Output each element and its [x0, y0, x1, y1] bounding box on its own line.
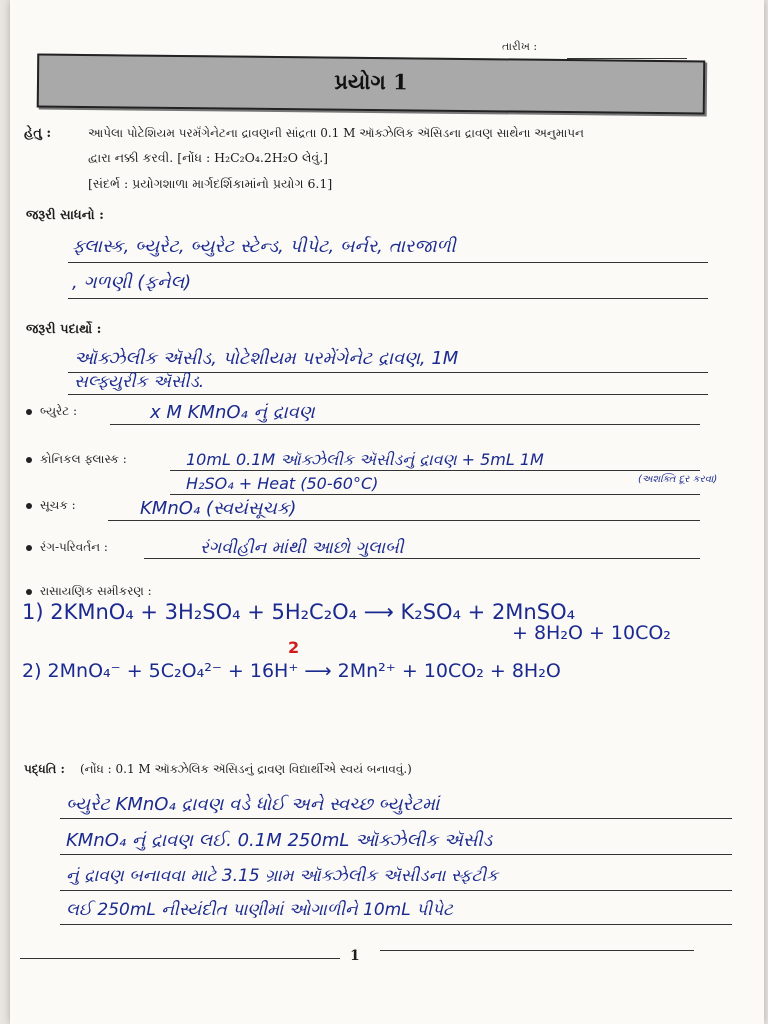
color-change-value: રંગવીહીન માંથી આછો ગુલાબી	[200, 538, 404, 558]
method-line-3: નું દ્રાવણ બનાવવા માટે 3.15 ગ્રામ ઑક્ઝેલીક ઍસીડના સ્ફટીક	[66, 866, 499, 886]
page-number: 1	[350, 948, 360, 964]
equation-correction-mark: 2	[288, 638, 300, 657]
indicator-label: સૂચક :	[26, 498, 76, 513]
method-label: પદ્ધતિ :	[24, 762, 65, 776]
apparatus-line-1: ફ્લાસ્ક, બ્યુરેટ, બ્યુરેટ સ્ટેન્ડ, પીપેટ, બર્નર, તારજાળી	[72, 236, 456, 257]
burette-label: બ્યુરેટ :	[26, 404, 77, 419]
flask-label: કોનિકલ ફ્લાસ્ક :	[26, 452, 127, 467]
flask-rule-1	[170, 470, 700, 471]
apparatus-label: જરૂરી સાધનો :	[26, 208, 104, 223]
method-line-4: લઈ 250mL નીસ્યંદીત પાણીમાં ઓગાળીને 10mL પીપેટ	[66, 900, 453, 920]
method-rule-3	[60, 890, 732, 891]
footer-rule-left	[20, 958, 340, 959]
apparatus-rule-1	[68, 262, 708, 263]
flask-value-line-1: 10mL 0.1M ઑક્ઝેલીક ઍસીડનું દ્રાવણ + 5mL 1M	[186, 450, 544, 469]
aim-label: હેતુ :	[24, 126, 52, 141]
method-rule-4	[60, 924, 732, 925]
method-line-1: બ્યુરેટ KMnO₄ દ્રાવણ વડે ધોઈ અને સ્વચ્છ બ્યુરેટમાં	[66, 794, 440, 815]
apparatus-rule-2	[68, 298, 708, 299]
equation-1-line-2: + 8H₂O + 10CO₂	[512, 622, 671, 644]
flask-rule-2	[170, 494, 700, 495]
title-banner	[37, 54, 706, 115]
equation-1-line-1: 1) 2KMnO₄ + 3H₂SO₄ + 5H₂C₂O₄ ⟶ K₂SO₄ + 2MnSO₄	[22, 600, 576, 624]
color-change-rule	[144, 558, 700, 559]
materials-line-2: સલ્ફ્યુરીક ઍસીડ.	[74, 372, 205, 392]
burette-rule	[110, 424, 700, 425]
materials-line-1: ઑક્ઝેલીક ઍસીડ, પોટેશીયમ પરમેંગેનેટ દ્રાવણ, 1M	[74, 348, 459, 369]
aim-line-2: દ્વારા નક્કી કરવી. [નોંધ : H₂C₂O₄.2H₂O લેવું.]	[88, 150, 329, 165]
aim-reference: [સંદર્ભ : પ્રયોગશાળા માર્ગદર્શિકામાંનો પ્રયોગ 6.1]	[88, 176, 333, 191]
equation-2: 2) 2MnO₄⁻ + 5C₂O₄²⁻ + 16H⁺ ⟶ 2Mn²⁺ + 10CO₂ + 8H₂O	[22, 660, 561, 682]
flask-side-note: (અશક્તિ દૂર કરવા)	[638, 474, 718, 485]
method-rule-2	[60, 854, 732, 855]
page-title: પ્રયોગ 1	[334, 68, 408, 95]
method-rule-1	[60, 818, 732, 819]
method-note: (નોંધ : 0.1 M ઑક્ઝેલિક ઍસિડનું દ્રાવણ વિદ્યાર્થીએ સ્વયં બનાવવું.)	[80, 762, 412, 776]
indicator-rule	[108, 520, 700, 521]
aim-line-1: આપેલા પોટેશિયમ પરમૅંગેનેટના દ્રાવણની સાંદ્રતા 0.1 M ઑક્ઝેલિક ઍસિડના દ્રાવણ સાથેના અનુમાપન	[88, 126, 584, 140]
date-label: તારીખ :	[502, 40, 538, 53]
footer-rule-right	[380, 950, 694, 951]
equations-label: રાસાયણિક સમીકરણ :	[26, 584, 152, 599]
apparatus-line-2: , ગળણી (ફનેલ)	[72, 272, 192, 293]
worksheet-page	[10, 0, 764, 1024]
materials-rule-2	[68, 394, 708, 395]
method-line-2: KMnO₄ નું દ્રાવણ લઈ. 0.1M 250mL ઑક્ઝેલીક ઍસીડ	[66, 830, 493, 851]
flask-value-line-2: H₂SO₄ + Heat (50-60°C)	[186, 474, 379, 493]
burette-value: x M KMnO₄ નું દ્રાવણ	[150, 402, 315, 423]
indicator-value: KMnO₄ (સ્વયંસૂચક)	[140, 498, 297, 519]
materials-label: જરૂરી પદાર્થો :	[26, 322, 102, 337]
color-change-label: રંગ-પરિવર્તન :	[26, 540, 108, 555]
